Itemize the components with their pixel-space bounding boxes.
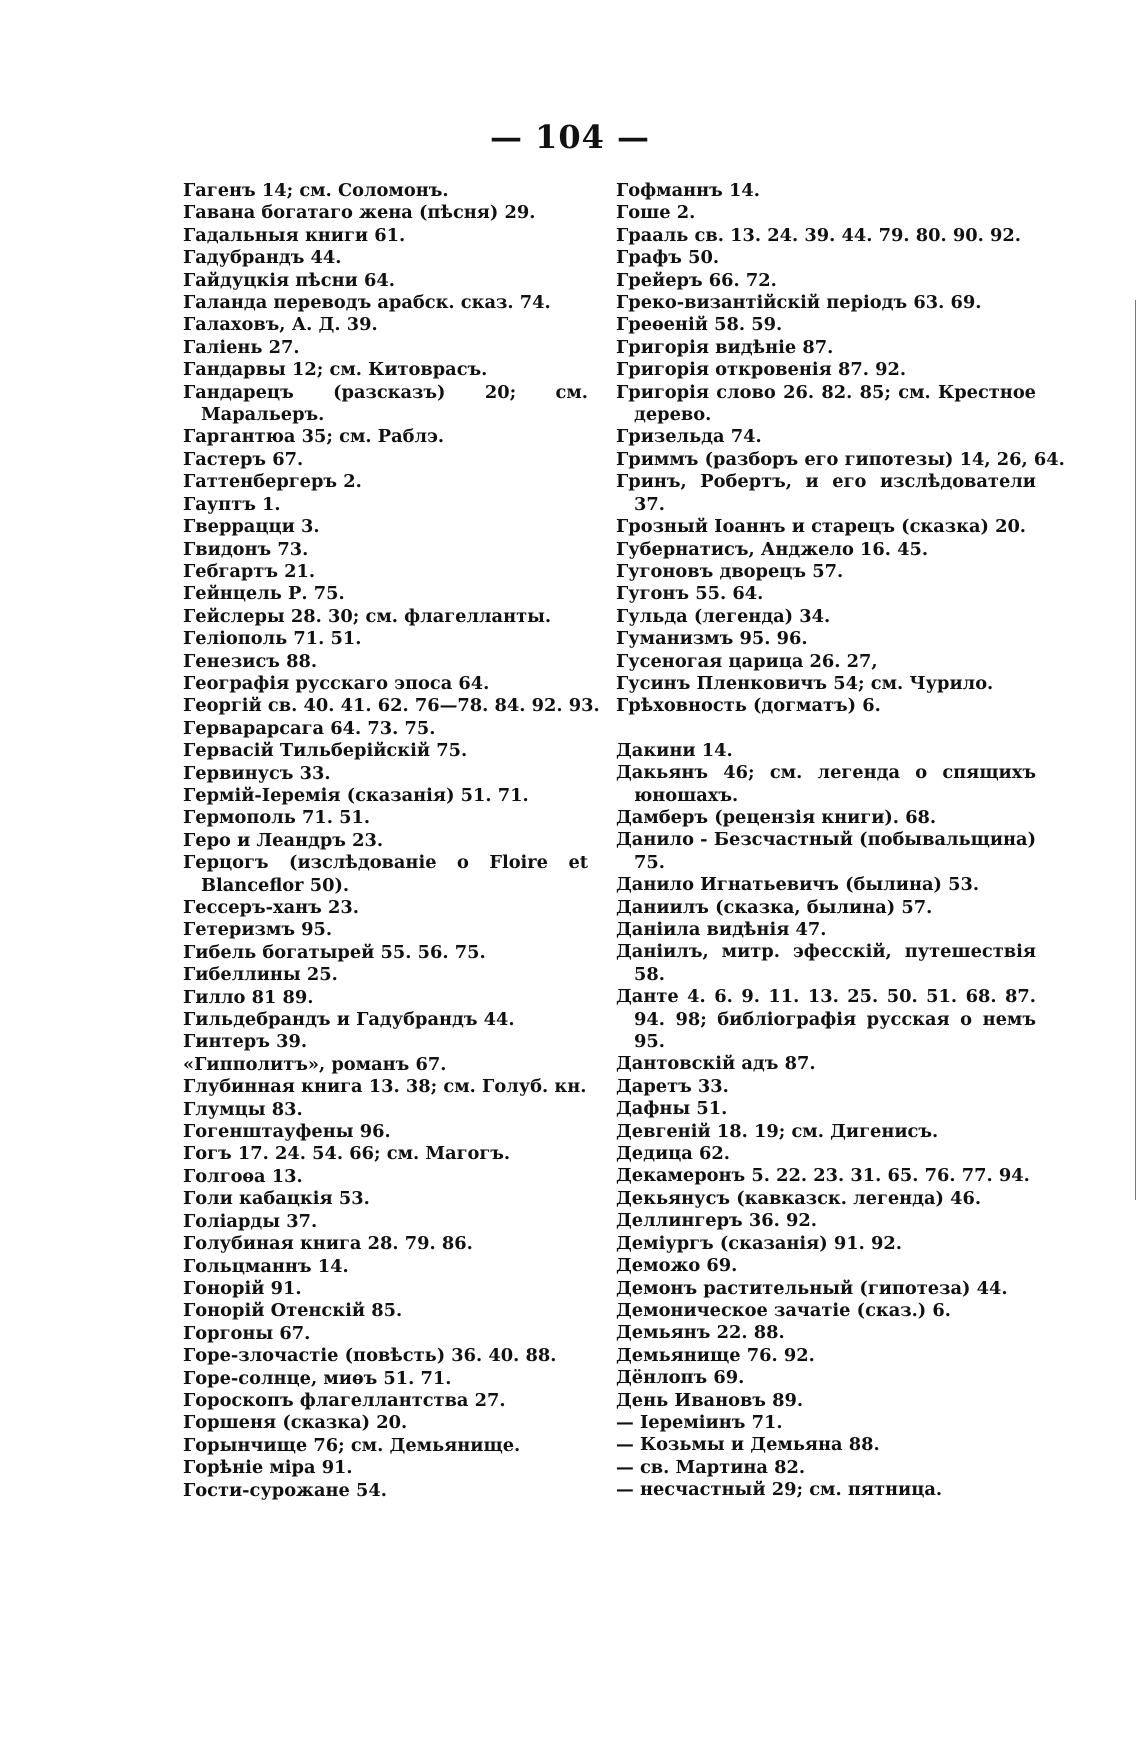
index-entry: Гороскопъ флагеллантства 27. [183, 1389, 506, 1411]
index-entry: Гуманизмъ 95. 96. [616, 628, 808, 650]
index-entry: Горе-злочастіе (повѣсть) 36. 40. 88. [183, 1345, 557, 1367]
index-entry: Гервинусъ 33. [183, 762, 331, 784]
index-entry: Грааль св. 13. 24. 39. 44. 79. 80. 90. 92. [616, 224, 1021, 246]
index-entry: Горе-солнце, миѳъ 51. 71. [183, 1367, 452, 1389]
index-entry: Данило - Безсчастный (побывальщина) 75. [616, 829, 1036, 873]
index-entry: Гилло 81 89. [183, 986, 314, 1008]
index-entry: Гандарвы 12; см. Китоврасъ. [183, 359, 488, 381]
index-entry: — св. Мартина 82. [616, 1456, 806, 1478]
index-entry: Демьянище 76. 92. [616, 1344, 815, 1366]
index-entry: Даніила видѣнія 47. [616, 919, 827, 940]
index-entry: Гости-сурожане 54. [183, 1479, 387, 1501]
index-entry: Географія русскаго эпоса 64. [183, 672, 490, 694]
index-entry: Голубиная книга 28. 79. 86. [183, 1233, 473, 1255]
index-entry: Генезисъ 88. [183, 650, 318, 672]
index-entry: Гайдуцкія пѣсни 64. [183, 269, 395, 291]
index-entry: Гибель богатырей 55. 56. 75. [183, 941, 486, 963]
index-entry: Гугоновъ дворецъ 57. [616, 560, 844, 582]
index-entry: Даніилъ, митр. эфесскій, путешествія 58. [616, 941, 1036, 985]
index-entry: Геліополь 71. 51. [183, 628, 362, 650]
index-entry: Гастеръ 67. [183, 448, 304, 470]
index-entry: Девгеній 18. 19; см. Дигенисъ. [616, 1120, 939, 1142]
index-entry: Гоше 2. [616, 202, 696, 224]
index-entry: Гермополь 71. 51. [183, 807, 371, 829]
index-entry: «Гипполитъ», романъ 67. [183, 1053, 447, 1075]
index-entry: Дедица 62. [616, 1143, 730, 1165]
index-entry: Гверрацци 3. [183, 516, 320, 538]
index-entry: Даретъ 33. [616, 1075, 729, 1097]
index-entry: Гервасій Тильберійскій 75. [183, 740, 468, 762]
index-entry: Дантовскій адъ 87. [616, 1053, 816, 1075]
scan-edge-mark [1135, 300, 1136, 1200]
index-entry: Гринъ, Робертъ, и его изслѣдователи 37. [616, 471, 1036, 515]
index-entry: Глубинная книга 13. 38; см. Голуб. кн. [183, 1076, 587, 1098]
index-entry: Галанда переводъ арабск. сказ. 74. [183, 292, 551, 314]
index-entry: Гадубрандъ 44. [183, 247, 342, 269]
index-entry: — Іереміинъ 71. [616, 1411, 783, 1433]
index-entry: Гагенъ 14; см. Соломонъ. [183, 180, 449, 201]
index-entry: Голгоѳа 13. [183, 1165, 303, 1187]
index-entry: Демонъ растительный (гипотеза) 44. [616, 1277, 1008, 1299]
index-entry: Герцогъ (изслѣдованіе о Floire et Blanceflor 50). [183, 852, 588, 896]
index-entry: — Козьмы и Демьяна 88. [616, 1434, 880, 1456]
index-entry: Гандарецъ (разсказъ) 20; см. Маральеръ. [183, 381, 588, 426]
index-entry: Голіарды 37. [183, 1210, 318, 1232]
index-entry: Деллингеръ 36. 92. [616, 1210, 817, 1232]
index-entry: Грейеръ 66. 72. [616, 269, 777, 291]
index-entry: Горынчище 76; см. Демьянище. [183, 1434, 521, 1456]
page-number: — 104 — [489, 118, 651, 156]
index-entry: Дакини 14. [616, 739, 733, 761]
index-entry: Грозный Іоаннъ и старецъ (сказка) 20. [616, 516, 1027, 538]
index-entry: Гусинъ Пленковичъ 54; см. Чурило. [616, 672, 994, 694]
index-entry: Гадальныя книги 61. [183, 224, 406, 246]
index-entry: Горѣніе міра 91. [183, 1457, 353, 1479]
index-entry: Гризельда 74. [616, 426, 762, 448]
index-entry: Глумцы 83. [183, 1098, 303, 1120]
index-entry: Губернатисъ, Анджело 16. 45. [616, 538, 929, 560]
index-entry: Гаргантюа 35; см. Раблэ. [183, 426, 445, 448]
index-entry: Григорія слово 26. 82. 85; см. Крестное дерево. [616, 381, 1036, 426]
index-entry: Гофманнъ 14. [616, 180, 760, 201]
index-entry: Гебгартъ 21. [183, 560, 316, 582]
index-entry: Дёнлопъ 69. [616, 1367, 745, 1389]
index-column-right [616, 180, 1065, 1502]
index-entry: Гавана богатаго жена (пѣсня) 29. [183, 202, 536, 224]
index-entry: Гибеллины 25. [183, 964, 338, 986]
index-entry: Горшеня (сказка) 20. [183, 1412, 408, 1434]
index-entry: Гинтеръ 39. [183, 1031, 308, 1053]
index-entry: Декамеронъ 5. 22. 23. 31. 65. 76. 77. 94. [616, 1165, 1030, 1187]
index-entry: Гауптъ 1. [183, 493, 281, 515]
index-entry: Грѣховность (догматъ) 6. [616, 695, 881, 717]
index-entry: Гермій-Іеремія (сказанія) 51. 71. [183, 784, 529, 806]
index-entry: Герварарсага 64. 73. 75. [183, 717, 436, 739]
index-entry: Гильдебрандъ и Гадубрандъ 44. [183, 1009, 515, 1031]
index-entry: Гусеногая царица 26. 27, [616, 650, 878, 672]
index-entry: Данте 4. 6. 9. 11. 13. 25. 50. 51. 68. 87. 94. 98; библіографія русская о немъ 95. [616, 986, 1036, 1053]
index-entry: Гольцманнъ 14. [183, 1255, 349, 1277]
index-entry: Гетеризмъ 95. [183, 919, 333, 941]
index-column-left [183, 180, 600, 1502]
index-entry: Декьянусъ (кавказск. легенда) 46. [616, 1187, 982, 1209]
index-entry: Даниилъ (сказка, былина) 57. [616, 896, 933, 918]
index-entry: Дакьянъ 46; см. легенда о спящихъ юношахъ. [616, 762, 1036, 806]
index-entry: Графъ 50. [616, 247, 720, 269]
index-entry: Геро и Леандръ 23. [183, 829, 384, 851]
index-entry: Гугонъ 55. 64. [616, 583, 764, 605]
index-entry: Дафны 51. [616, 1098, 728, 1120]
index-entry: День Ивановъ 89. [616, 1389, 804, 1411]
index-entry: Деміургъ (сказанія) 91. 92. [616, 1232, 902, 1254]
index-entry: Дамберъ (рецензія книги). 68. [616, 806, 937, 828]
index-entry: Гогъ 17. 24. 54. 66; см. Магогъ. [183, 1143, 511, 1165]
index-entry: Горгоны 67. [183, 1322, 311, 1344]
index-entry: Данило Игнатьевичъ (былина) 53. [616, 874, 980, 896]
index-entry: Греко-византійскій періодъ 63. 69. [616, 292, 982, 314]
index-entry: Гвидонъ 73. [183, 538, 309, 560]
index-entry: Григорія откровенія 87. 92. [616, 359, 907, 381]
index-entry: Гонорій 91. [183, 1277, 302, 1299]
index-entry: Гогенштауфены 96. [183, 1121, 391, 1143]
index-entry: Георгій св. 40. 41. 62. 76—78. 84. 92. 93. [183, 695, 600, 717]
index-entry: — несчастный 29; см. пятница. [616, 1479, 943, 1501]
index-entry: Деможо 69. [616, 1255, 738, 1277]
index-entry: Галаховъ, А. Д. 39. [183, 314, 378, 336]
index-entry: Греѳеній 58. 59. [616, 314, 783, 336]
index-entry: Гаттенбергеръ 2. [183, 471, 362, 493]
index-entry: Гонорій Отенскій 85. [183, 1300, 403, 1322]
index-entry: Гриммъ (разборъ его гипотезы) 14, 26, 64. [616, 448, 1065, 470]
index-entry: Гейслеры 28. 30; см. флагелланты. [183, 605, 552, 627]
index-entry: Галіень 27. [183, 336, 300, 358]
index-entry: Голи кабацкія 53. [183, 1188, 370, 1210]
index-entry: Григорія видѣніе 87. [616, 336, 834, 358]
index-entry: Демоническое зачатіе (сказ.) 6. [616, 1299, 951, 1321]
index-entry: Демьянъ 22. 88. [616, 1322, 785, 1344]
index-entry: Гульда (легенда) 34. [616, 605, 831, 627]
index-entry: Гейнцель Р. 75. [183, 583, 345, 605]
index-entry: Гессеръ-ханъ 23. [183, 897, 359, 918]
